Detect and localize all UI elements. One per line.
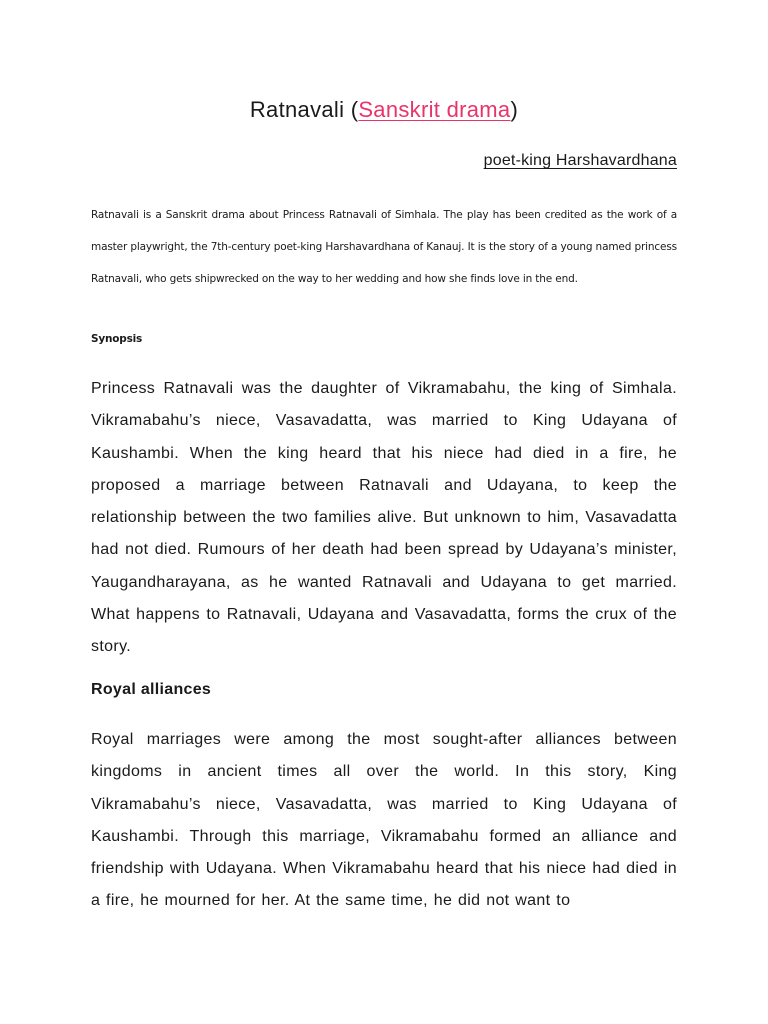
sanskrit-drama-link[interactable]: Sanskrit drama xyxy=(358,97,511,122)
synopsis-heading: Synopsis xyxy=(91,333,143,345)
title-suffix: ) xyxy=(510,97,519,122)
intro-paragraph: Ratnavali is a Sanskrit drama about Princess Ratnavali of Simhala. The play has been credited as the work of a master playwright, the 7th-century poet-king Harshavardhana of Kanauj. It is the story of a young named princess Ratnavali, who gets shipwrecked on the way to her wedding and how she finds love in the end. xyxy=(91,209,677,285)
title-prefix: Ratnavali ( xyxy=(249,97,359,122)
synopsis-paragraph: Princess Ratnavali was the daughter of Vikramabahu, the king of Simhala. Vikramabahu’s niece, Vasavadatta, was married to King Udayana of Kaushambi. When the king heard that his niece had died in a fire, he proposed a marriage between Ratnavali and Udayana, to keep the relationship between the two families alive. But unknown to him, Vasavadatta had not died. Rumours of her death had been spread by Udayana’s minister, Yaugandharayana, as he wanted Ratnavali and Udayana to get married. What happens to Ratnavali, Udayana and Vasavadatta, forms the crux of the story. xyxy=(91,380,677,656)
page-title xyxy=(0,97,768,123)
royal-alliances-heading: Royal alliances xyxy=(91,681,212,698)
author-byline: poet-king Harshavardhana xyxy=(483,152,677,169)
royal-alliances-paragraph: Royal marriages were among the most sought-after alliances between kingdoms in ancient times all over the world. In this story, King Vikramabahu’s niece, Vasavadatta, was married to King Udayana of Kaushambi. Through this marriage, Vikramabahu formed an alliance and friendship with Udayana. When Vikramabahu heard that his niece had died in a fire, he mourned for her. At the same time, he did not want to xyxy=(91,731,677,910)
